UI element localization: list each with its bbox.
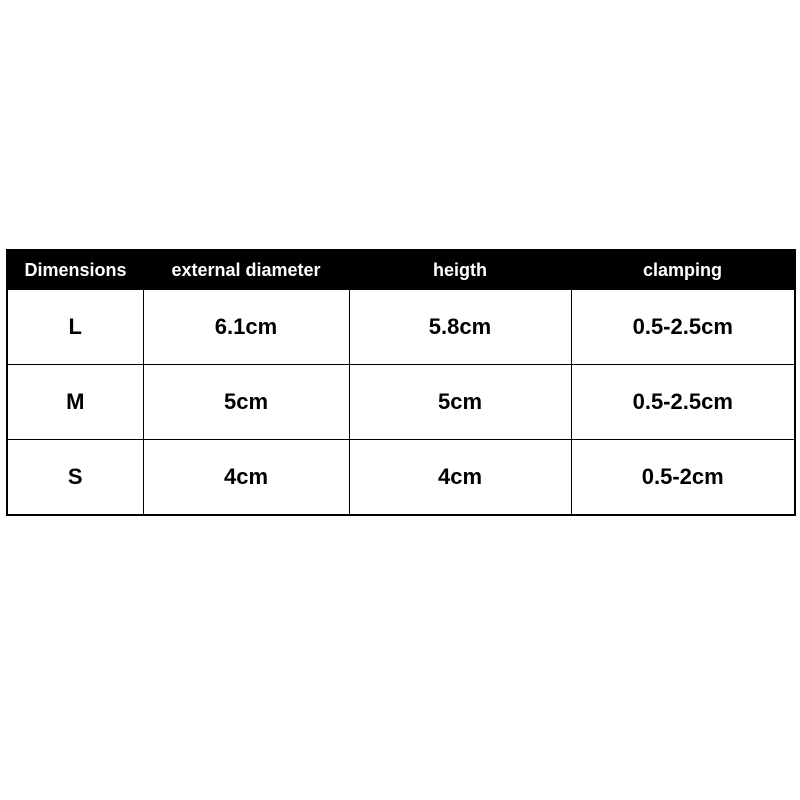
clamping-cell: 0.5-2.5cm	[571, 365, 795, 440]
clamping-cell: 0.5-2cm	[571, 440, 795, 516]
header-dimensions: Dimensions	[7, 250, 143, 290]
header-external-diameter: external diameter	[143, 250, 349, 290]
height-cell: 4cm	[349, 440, 571, 516]
size-label-cell: M	[7, 365, 143, 440]
height-cell: 5.8cm	[349, 290, 571, 365]
size-label-cell: L	[7, 290, 143, 365]
size-label-cell: S	[7, 440, 143, 516]
size-table	[6, 249, 796, 516]
header-height: heigth	[349, 250, 571, 290]
external-diameter-cell: 6.1cm	[143, 290, 349, 365]
external-diameter-cell: 5cm	[143, 365, 349, 440]
table-row-s	[7, 440, 795, 516]
external-diameter-cell: 4cm	[143, 440, 349, 516]
clamping-cell: 0.5-2.5cm	[571, 290, 795, 365]
table-row-m	[7, 365, 795, 440]
header-row	[7, 250, 795, 290]
height-cell: 5cm	[349, 365, 571, 440]
header-clamping: clamping	[571, 250, 795, 290]
table-row-l	[7, 290, 795, 365]
